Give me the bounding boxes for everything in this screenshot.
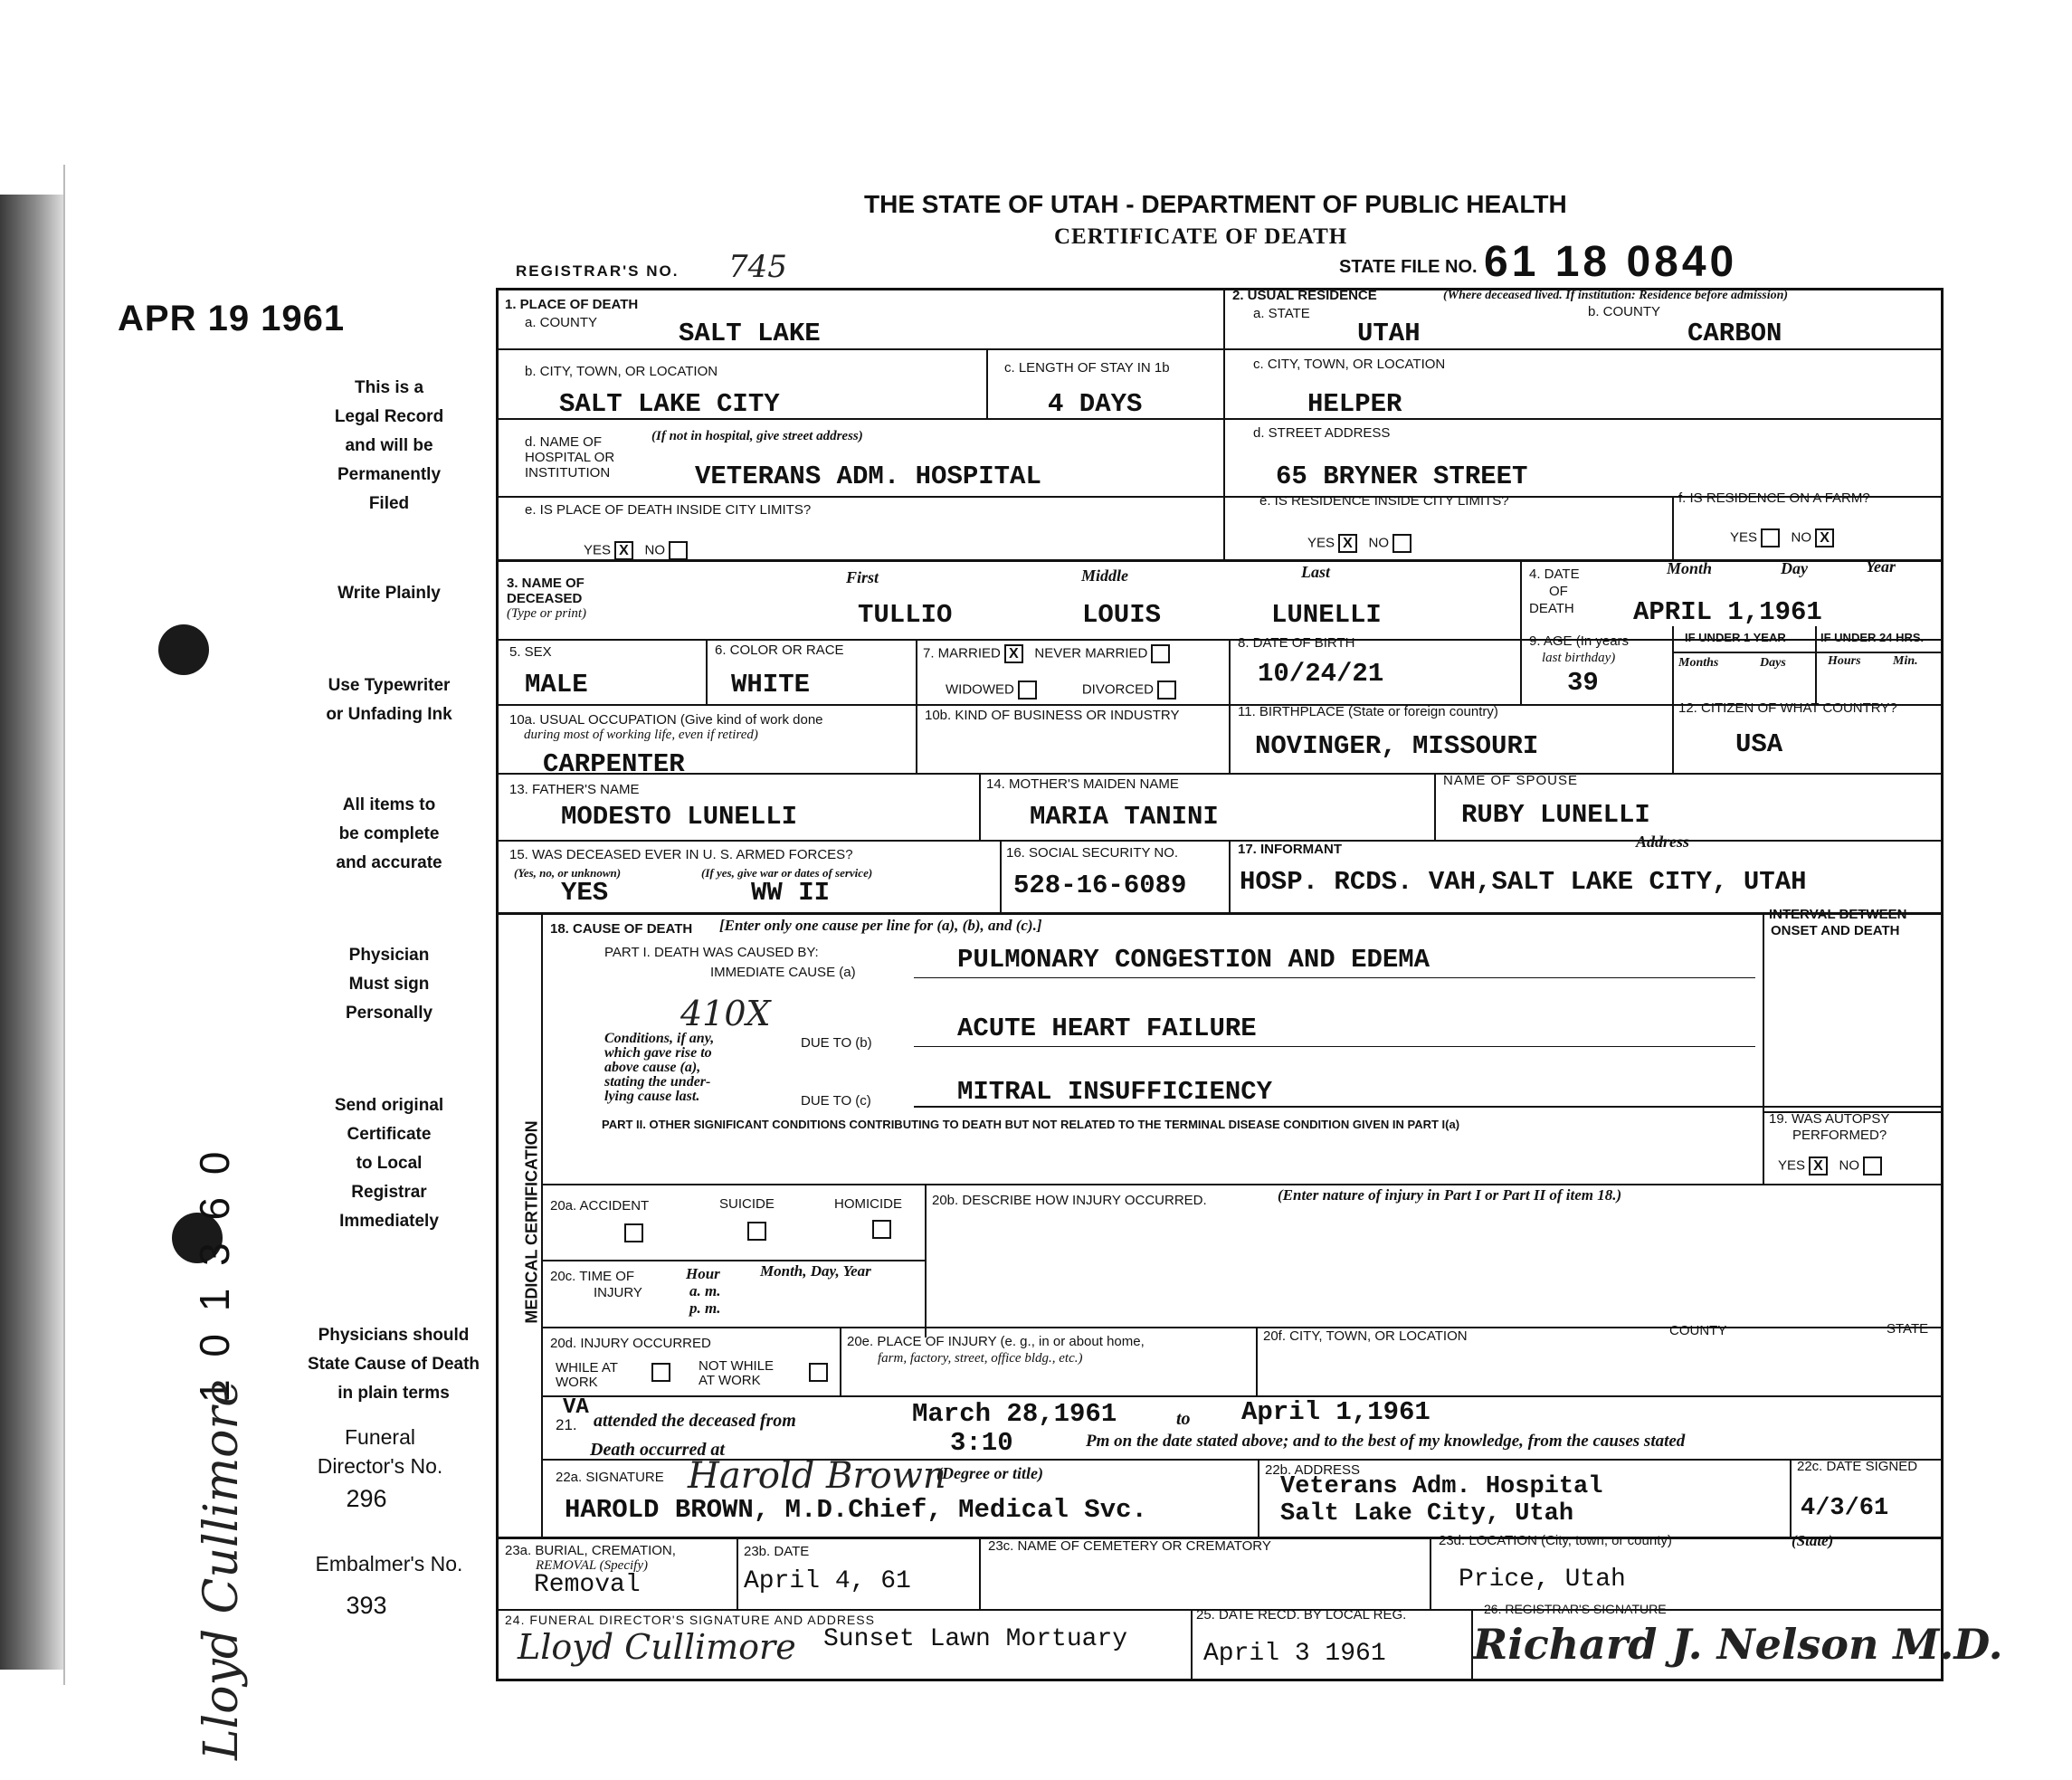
cemetery-label: 23c. NAME OF CEMETERY OR CREMATORY	[988, 1538, 1271, 1554]
col-line	[986, 348, 988, 418]
no-checkbox[interactable]	[669, 541, 688, 560]
hospital-label: d. NAME OF HOSPITAL OR INSTITUTION	[525, 434, 615, 481]
page-edge-shadow	[0, 195, 63, 1670]
length-of-stay: 4 DAYS	[1048, 389, 1143, 419]
year-label: Year	[1866, 557, 1896, 576]
col-line	[1229, 840, 1231, 912]
min-label: Min.	[1893, 654, 1918, 668]
to-label: to	[1176, 1409, 1191, 1429]
department-title: THE STATE OF UTAH - DEPARTMENT OF PUBLIC HEALTH	[864, 190, 1567, 218]
col-line	[916, 704, 917, 773]
interval-label: INTERVAL BETWEEN ONSET AND DEATH	[1769, 907, 1907, 938]
due-to-b-label: DUE TO (b)	[801, 1035, 872, 1051]
col-line	[1520, 559, 1522, 639]
father-name: MODESTO LUNELLI	[561, 802, 798, 832]
col-line	[1000, 840, 1002, 912]
row-line	[541, 1184, 1944, 1185]
autopsy-label: 19. WAS AUTOPSY PERFORMED?	[1769, 1111, 1890, 1143]
row-line	[496, 559, 1944, 562]
cause-line	[914, 977, 1755, 978]
name-label: 3. NAME OF DECEASED (Type or print)	[507, 576, 587, 621]
registrar-label: REGISTRAR'S NO.	[516, 262, 680, 280]
disposition: Removal	[534, 1571, 641, 1599]
row-line	[496, 840, 1944, 842]
first-label: First	[846, 568, 879, 586]
registrar-signature: Richard J. Nelson M.D.	[1473, 1620, 2003, 1669]
col-line	[1223, 288, 1225, 559]
col-line	[1520, 639, 1522, 704]
signature-label: 22a. SIGNATURE	[556, 1470, 664, 1485]
col-line	[1256, 1327, 1258, 1395]
burial-location: Price, Utah	[1459, 1566, 1626, 1594]
widowed-row: WIDOWED DIVORCED	[946, 681, 1176, 700]
first-name: TULLIO	[858, 600, 953, 630]
complete-note: All items to be complete and accurate	[336, 795, 442, 872]
row-line	[541, 1260, 925, 1261]
col-line	[1672, 626, 1674, 773]
race-label: 6. COLOR OR RACE	[715, 643, 844, 658]
accident-label: 20a. ACCIDENT	[550, 1198, 650, 1214]
medical-certification-label: MEDICAL CERTIFICATION	[522, 1120, 541, 1324]
cause-code: 410X	[680, 994, 771, 1033]
res-city-label: c. CITY, TOWN, OR LOCATION	[1253, 357, 1446, 372]
immediate-label: IMMEDIATE CAUSE (a)	[710, 965, 856, 980]
describe-injury-label: 20b. DESCRIBE HOW INJURY OCCURRED.	[932, 1193, 1207, 1208]
res-state-label: a. STATE	[1253, 306, 1310, 321]
legal-record-note: This is a Legal Record and will be Permanently Filed	[334, 378, 444, 513]
col-line	[1815, 626, 1817, 704]
burial-date-label: 23b. DATE	[744, 1544, 810, 1559]
cause-line	[914, 1046, 1755, 1047]
birthplace-label: 11. BIRTHPLACE (State or foreign country)	[1238, 704, 1498, 719]
inside-city-checkboxes: YES X NO	[584, 541, 688, 560]
col-line	[737, 1537, 738, 1609]
accident-checkbox[interactable]	[624, 1223, 643, 1242]
mortuary: Sunset Lawn Mortuary	[823, 1625, 1128, 1653]
middle-label: Middle	[1081, 566, 1128, 585]
death-city: SALT LAKE CITY	[559, 389, 780, 419]
received-stamp: APR 19 1961	[118, 299, 346, 338]
married-checkbox[interactable]: X	[1004, 644, 1023, 663]
row-line	[496, 912, 1944, 915]
age-value: 39	[1567, 668, 1599, 698]
citizen-label: 12. CITIZEN OF WHAT COUNTRY?	[1678, 700, 1897, 716]
cause-label: 18. CAUSE OF DEATH	[550, 921, 693, 937]
inside-city-label: e. IS PLACE OF DEATH INSIDE CITY LIMITS?	[525, 502, 812, 518]
describe-injury-note: (Enter nature of injury in Part I or Part II of item 18.)	[1278, 1186, 1622, 1204]
attended-to: April 1,1961	[1241, 1397, 1430, 1427]
yes-checkbox[interactable]: X	[1338, 534, 1357, 553]
physician-note: Physician Must sign Personally	[345, 946, 433, 1023]
hospital-name: VETERANS ADM. HOSPITAL	[695, 462, 1041, 491]
farm-checkboxes: YES NO X	[1730, 528, 1834, 547]
part1-label: PART I. DEATH WAS CAUSED BY:	[604, 945, 819, 960]
row-line	[541, 1327, 1944, 1328]
hour-label: Hour a. m. p. m.	[686, 1265, 721, 1317]
row-line	[496, 773, 1944, 775]
yes-checkbox[interactable]	[1761, 528, 1780, 547]
typewriter-note: Use Typewriter or Unfading Ink	[326, 676, 452, 724]
age-label: 9. AGE (In years last birthday)	[1529, 633, 1630, 665]
injury-county-label: COUNTY	[1669, 1323, 1727, 1338]
col-line	[1258, 1459, 1259, 1537]
send-original-note: Send original Certificate to Local Registrar Immediately	[334, 1096, 444, 1231]
month-label: Month	[1667, 559, 1713, 577]
write-plainly-note: Write Plainly	[337, 584, 441, 603]
war-service: WW II	[751, 878, 831, 908]
days-label: Days	[1760, 656, 1786, 670]
date-signed-label: 22c. DATE SIGNED	[1797, 1459, 1918, 1474]
under-one-year: IF UNDER 1 YEAR	[1685, 631, 1786, 644]
never-married-checkbox[interactable]	[1151, 644, 1170, 663]
injury-occurred-label: 20d. INJURY OCCURRED	[550, 1336, 711, 1351]
cause-b: ACUTE HEART FAILURE	[957, 1014, 1257, 1043]
part2-label: PART II. OTHER SIGNIFICANT CONDITIONS CONTRIBUTING TO DEATH BUT NOT RELATED TO THE TERMINAL DISEASE CONDITION GIVEN IN PART I(a)	[602, 1118, 1460, 1131]
last-name: LUNELLI	[1271, 600, 1382, 630]
yes-checkbox[interactable]: X	[614, 541, 633, 560]
res-county: CARBON	[1687, 319, 1782, 348]
death-time: 3:10	[950, 1428, 1013, 1458]
armed-note: (Yes, no, or unknown)	[514, 866, 622, 880]
months-label: Months	[1678, 656, 1719, 670]
col-line	[979, 773, 981, 840]
physician-name: HAROLD BROWN, M.D.Chief, Medical Svc.	[565, 1495, 1147, 1525]
attended-from: March 28,1961	[912, 1399, 1117, 1429]
not-while-at-work: NOT WHILE AT WORK	[699, 1358, 775, 1388]
certificate-title: CERTIFICATE OF DEATH	[1054, 224, 1348, 249]
funeral-director-label: 24. FUNERAL DIRECTOR'S SIGNATURE AND ADDRESS	[505, 1613, 875, 1627]
state-file-label: STATE FILE NO.	[1339, 257, 1478, 277]
armed-forces-label: 15. WAS DECEASED EVER IN U. S. ARMED FORCES?	[509, 847, 853, 862]
res-inside-label: e. IS RESIDENCE INSIDE CITY LIMITS?	[1259, 493, 1509, 509]
item-21: 21.	[556, 1416, 577, 1433]
middle-name: LOUIS	[1082, 600, 1162, 630]
citizen: USA	[1735, 729, 1783, 759]
street-address: 65 BRYNER STREET	[1276, 462, 1528, 491]
armed-note-2: (If yes, give war or dates of service)	[701, 866, 873, 880]
race-value: WHITE	[731, 670, 811, 700]
father-label: 13. FATHER'S NAME	[509, 782, 640, 797]
col-line	[916, 639, 917, 704]
res-city: HELPER	[1307, 389, 1402, 419]
punch-hole	[158, 624, 209, 675]
sex-value: MALE	[525, 670, 588, 700]
social-security-number: 528-16-6089	[1013, 871, 1187, 900]
degree-label: (Degree or title)	[936, 1464, 1043, 1482]
col-line	[1763, 912, 1764, 1184]
suicide-checkbox[interactable]	[747, 1222, 766, 1241]
margin-signature: Lloyd Cullimore	[195, 1378, 249, 1760]
date-of-birth: 10/24/21	[1258, 659, 1384, 689]
cause-c: MITRAL INSUFFICIENCY	[957, 1077, 1273, 1107]
dob-label: 8. DATE OF BIRTH	[1238, 635, 1355, 651]
death-occurred-label: Death occurred at	[590, 1440, 725, 1460]
no-checkbox[interactable]	[1863, 1157, 1882, 1176]
under-24-hours: IF UNDER 24 HRS.	[1820, 631, 1925, 644]
while-at-work-checkbox[interactable]	[651, 1363, 670, 1382]
physician-address-1: Veterans Adm. Hospital	[1280, 1473, 1603, 1500]
physicians-should-note: Physicians should State Cause of Death in plain terms	[307, 1326, 480, 1403]
col-line	[925, 1184, 927, 1337]
stay-label: c. LENGTH OF STAY IN 1b	[1004, 360, 1170, 376]
row-line	[496, 348, 1944, 350]
residence-note: (Where deceased lived. If institution: Residence before admission)	[1443, 289, 1789, 302]
res-state: UTAH	[1357, 319, 1421, 348]
spouse-name: RUBY LUNELLI	[1461, 800, 1650, 830]
cause-note: [Enter only one cause per line for (a), (b), and (c).]	[719, 917, 1042, 934]
informant: HOSP. RCDS. VAH,SALT LAKE CITY, UTAH	[1240, 867, 1807, 897]
physician-address-label: 22b. ADDRESS	[1265, 1462, 1361, 1478]
date-received-label: 25. DATE RECD. BY LOCAL REG.	[1196, 1607, 1407, 1623]
col-line	[1191, 1609, 1193, 1681]
date-of-death-label: 4. DATE OF DEATH	[1529, 566, 1580, 616]
spouse-label: NAME OF SPOUSE	[1443, 773, 1579, 788]
funeral-director-label: Funeral Director's No.	[317, 1425, 443, 1478]
occupation: CARPENTER	[543, 749, 685, 779]
armed-forces: YES	[561, 878, 609, 908]
last-label: Last	[1301, 563, 1331, 581]
attended-text: attended the deceased from	[594, 1411, 796, 1431]
city-label: b. CITY, TOWN, OR LOCATION	[525, 364, 718, 379]
place-of-death-label: 1. PLACE OF DEATH	[505, 297, 639, 312]
cause-a: PULMONARY CONGESTION AND EDEMA	[957, 945, 1430, 975]
burial-date: April 4, 61	[744, 1567, 911, 1595]
col-line	[1672, 496, 1674, 559]
county-label: a. COUNTY	[525, 315, 598, 330]
autopsy-checkboxes: YES X NO	[1778, 1157, 1882, 1176]
res-county-label: b. COUNTY	[1588, 304, 1661, 319]
va-mark: VA	[563, 1395, 589, 1420]
widowed-checkbox[interactable]	[1018, 681, 1037, 700]
col-line	[1430, 1537, 1431, 1609]
embalmer-no: 393	[346, 1592, 387, 1619]
col-line	[1229, 639, 1231, 773]
conditions-note: Conditions, if any, which gave rise to above cause (a), stating the under- lying cause last.	[604, 1031, 715, 1104]
residence-label: 2. USUAL RESIDENCE	[1232, 288, 1377, 303]
date-of-death: APRIL 1,1961	[1633, 597, 1822, 627]
mother-name: MARIA TANINI	[1030, 802, 1219, 832]
registrar-signature-label: 26. REGISTRAR'S SIGNATURE	[1484, 1602, 1667, 1616]
mother-label: 14. MOTHER'S MAIDEN NAME	[986, 776, 1179, 792]
divorced-checkbox[interactable]	[1157, 681, 1176, 700]
date-received: April 3 1961	[1203, 1640, 1386, 1668]
street-label: d. STREET ADDRESS	[1253, 425, 1391, 441]
funeral-director-no: 296	[346, 1485, 387, 1512]
col-line	[1434, 773, 1436, 840]
no-checkbox[interactable]: X	[1815, 528, 1834, 547]
knowledge-text: Pm on the date stated above; and to the best of my knowledge, from the causes stated	[1086, 1432, 1686, 1451]
state-file-number: 61 18 0840	[1484, 238, 1738, 286]
homicide-label: HOMICIDE	[834, 1196, 902, 1212]
address-label: Address	[1636, 833, 1690, 851]
no-checkbox[interactable]	[1392, 534, 1411, 553]
col-line	[706, 639, 708, 704]
hours-label: Hours	[1828, 654, 1861, 668]
due-to-c-label: DUE TO (c)	[801, 1093, 871, 1109]
injury-state-label: STATE	[1887, 1321, 1929, 1337]
sex-label: 5. SEX	[509, 644, 552, 660]
col-line	[1790, 1459, 1792, 1537]
col-line	[979, 1537, 981, 1609]
date-signed: 4/3/61	[1801, 1495, 1889, 1522]
married-row: 7. MARRIED X NEVER MARRIED	[923, 644, 1170, 663]
embalmer-label: Embalmer's No.	[315, 1552, 463, 1575]
business-label: 10b. KIND OF BUSINESS OR INDUSTRY	[925, 708, 1180, 723]
suicide-label: SUICIDE	[719, 1196, 775, 1212]
not-while-at-work-checkbox[interactable]	[809, 1363, 828, 1382]
burial-label: 23a. BURIAL, CREMATION, REMOVAL (Specify)	[505, 1543, 676, 1573]
res-inside-checkboxes: YES X NO	[1307, 534, 1411, 553]
burial-location-label: 23d. LOCATION (City, town, or county)	[1439, 1533, 1672, 1548]
registrar-number: 745	[728, 249, 787, 285]
col-line	[840, 1327, 841, 1395]
physician-signature: Harold Brown	[688, 1455, 946, 1497]
while-at-work: WHILE AT WORK	[556, 1360, 618, 1390]
day-label: Day	[1781, 559, 1808, 577]
burial-state-label: (State)	[1792, 1532, 1834, 1549]
farm-label: f. IS RESIDENCE ON A FARM?	[1678, 490, 1870, 506]
mdy-label: Month, Day, Year	[760, 1262, 871, 1280]
hospital-note: (If not in hospital, give street address)	[651, 429, 863, 443]
homicide-checkbox[interactable]	[872, 1220, 891, 1239]
funeral-director-signature: Lloyd Cullimore	[518, 1627, 796, 1667]
time-of-injury-label: 20c. TIME OF INJURY	[550, 1269, 642, 1300]
physician-address-2: Salt Lake City, Utah	[1280, 1500, 1574, 1528]
informant-label: 17. INFORMANT	[1238, 842, 1343, 857]
yes-checkbox[interactable]: X	[1809, 1157, 1828, 1176]
injury-city-label: 20f. CITY, TOWN, OR LOCATION	[1263, 1328, 1468, 1344]
place-of-injury-label: 20e. PLACE OF INJURY (e. g., in or about home, farm, factory, street, office bldg., etc.)	[847, 1334, 1145, 1366]
death-county: SALT LAKE	[679, 319, 821, 348]
cause-line	[914, 1106, 1944, 1108]
vertical-file-number: 1 0 1 3 6 0	[191, 1146, 238, 1403]
birthplace: NOVINGER, MISSOURI	[1255, 731, 1539, 761]
ssn-label: 16. SOCIAL SECURITY NO.	[1006, 845, 1179, 861]
occupation-label: 10a. USUAL OCCUPATION (Give kind of work done during most of working life, even if retired)	[509, 712, 823, 742]
